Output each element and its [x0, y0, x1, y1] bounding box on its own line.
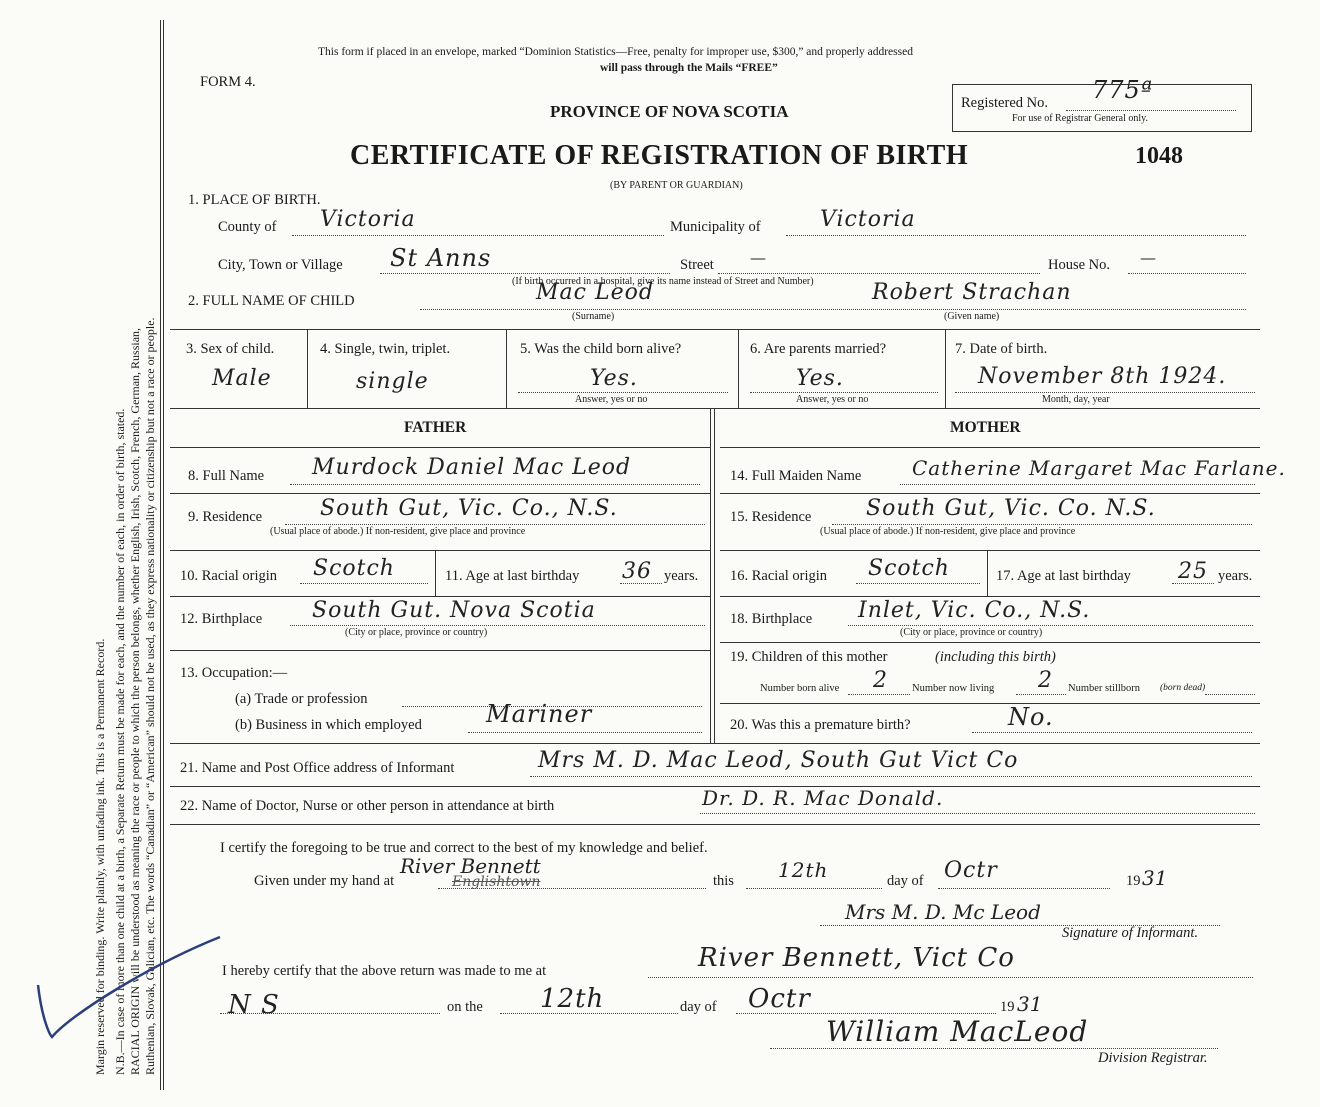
parents-divider [710, 408, 715, 743]
city-label: City, Town or Village [218, 257, 343, 273]
mother-heading: MOTHER [950, 419, 1021, 436]
county-value: Victoria [320, 207, 416, 232]
alive-label: 5. Was the child born alive? [520, 341, 682, 357]
registrar-day: 12th [540, 984, 605, 1014]
father-origin-value: Scotch [313, 556, 395, 581]
registrar-statement: I hereby certify that the above return was made to me at [222, 963, 547, 979]
dob-label: 7. Date of birth. [955, 341, 1048, 357]
racial-origin-note-1: RACIAL ORIGIN will be understood as meaning the race or people to which the person belongs, whether English, Irish, Scotch, French, German, Russian, [128, 327, 142, 1075]
registered-label: Registered No. [961, 95, 1048, 111]
father-residence-label: 9. Residence [188, 509, 263, 525]
mother-residence-label: 15. Residence [730, 509, 812, 525]
street-value: — [750, 248, 767, 267]
day-of-label: day of [887, 873, 924, 889]
married-value: Yes. [796, 366, 844, 391]
business-label: (b) Business in which employed [235, 717, 422, 733]
check-mark-icon [30, 925, 230, 1045]
father-birthplace-caption: (City or place, province or country) [345, 627, 488, 638]
given-place: River Bennett [400, 854, 541, 878]
occupation-value: Mariner [486, 700, 593, 728]
mother-age-label: 17. Age at last birthday [996, 568, 1131, 584]
child-surname: Mac Leod [536, 280, 654, 305]
house-value: — [1140, 248, 1157, 267]
page-title: CERTIFICATE OF REGISTRATION OF BIRTH [350, 140, 969, 171]
child-given-name: Robert Strachan [872, 280, 1072, 305]
registrar-place: River Bennett, Vict Co [698, 943, 1015, 973]
given-name-caption: (Given name) [944, 311, 1000, 322]
mother-residence-caption: (Usual place of abode.) If non-resident, give place and province [820, 526, 1076, 537]
father-heading: FATHER [404, 419, 467, 436]
father-birthplace-value: South Gut. Nova Scotia [312, 598, 596, 623]
stillborn-label: Number stillborn [1068, 683, 1141, 694]
plurality-value: single [356, 369, 429, 394]
informant-signature: Mrs M. D. Mc Leod [845, 900, 1041, 924]
surname-caption: (Surname) [572, 311, 615, 322]
margin-note: Margin reserved for binding. Write plainly, with unfading ink. This is a Permanent Record. [93, 638, 107, 1075]
county-label: County of [218, 219, 277, 235]
given-label: Given under my hand at [254, 873, 395, 889]
postal-notice: This form if placed in an envelope, marked “Dominion Statistics—Free, penalty for improper use, $300,” and properly addressed [318, 46, 913, 58]
father-age-value: 36 [622, 559, 652, 584]
given-day: 12th [778, 858, 829, 882]
mother-origin-label: 16. Racial origin [730, 568, 828, 584]
premature-label: 20. Was this a premature birth? [730, 717, 911, 733]
given-year: 31 [1142, 866, 1168, 890]
father-name-value: Murdock Daniel Mac Leod [312, 455, 632, 480]
father-residence-caption: (Usual place of abode.) If non-resident, give place and province [270, 526, 526, 537]
municipality-label: Municipality of [670, 219, 761, 235]
born-alive-value: 2 [873, 668, 888, 693]
hospital-note: (If birth occurred in a hospital, give its name instead of Street and Number) [512, 276, 814, 287]
registrar-year-prefix: 19 [1000, 999, 1015, 1015]
sex-value: Male [212, 366, 272, 391]
premature-value: No. [1008, 703, 1054, 731]
trade-label: (a) Trade or profession [235, 691, 368, 707]
mother-name-label: 14. Full Maiden Name [730, 468, 862, 484]
mother-birthplace-value: Inlet, Vic. Co., N.S. [858, 598, 1091, 623]
doctor-value: Dr. D. R. Mac Donald. [702, 786, 944, 810]
stillborn-note: (born dead) [1160, 683, 1206, 693]
registrar-day-of-label: day of [680, 999, 717, 1015]
this-label: this [713, 873, 734, 889]
mother-residence-value: South Gut, Vic. Co. N.S. [866, 496, 1156, 521]
alive-caption: Answer, yes or no [575, 394, 648, 405]
plurality-label: 4. Single, twin, triplet. [320, 341, 451, 357]
father-origin-label: 10. Racial origin [180, 568, 278, 584]
signature-caption: Signature of Informant. [1062, 925, 1199, 941]
child-name-label: 2. FULL NAME OF CHILD [188, 293, 355, 309]
registrar-signature: William MacLeod [826, 1015, 1089, 1048]
children-label: 19. Children of this mother [730, 649, 888, 665]
place-heading: 1. PLACE OF BIRTH. [188, 192, 321, 208]
living-value: 2 [1038, 668, 1053, 693]
mother-years: years. [1218, 568, 1253, 584]
alive-value: Yes. [590, 366, 638, 391]
father-residence-value: South Gut, Vic. Co., N.S. [320, 496, 618, 521]
informant-value: Mrs M. D. Mac Leod, South Gut Vict Co [538, 748, 1019, 773]
married-caption: Answer, yes or no [796, 394, 869, 405]
racial-origin-note-2: Ruthenian, Slovak, Galician, etc. The words “Canadian” or “American” should not be used, as they express nationality or citizenship but not a race or people. [143, 317, 157, 1075]
father-age-label: 11. Age at last birthday [445, 568, 580, 584]
mother-birthplace-caption: (City or place, province or country) [900, 627, 1043, 638]
mother-birthplace-label: 18. Birthplace [730, 611, 813, 627]
dob-value: November 8th 1924. [978, 364, 1227, 389]
children-note: (including this birth) [935, 649, 1056, 665]
occupation-label: 13. Occupation:— [180, 665, 288, 681]
street-label: Street [680, 257, 714, 273]
page-subtitle: (BY PARENT OR GUARDIAN) [610, 180, 743, 191]
father-name-label: 8. Full Name [188, 468, 265, 484]
registrar-month: Octr [748, 984, 811, 1014]
father-birthplace-label: 12. Birthplace [180, 611, 263, 627]
certify-statement: I certify the foregoing to be true and correct to the best of my knowledge and belief. [220, 840, 708, 856]
mother-origin-value: Scotch [868, 556, 950, 581]
city-value: St Anns [390, 244, 492, 272]
municipality-value: Victoria [820, 207, 916, 232]
given-place-crossed: Englishtown [452, 874, 541, 890]
on-the-label: on the [447, 999, 483, 1015]
mother-name-value: Catherine Margaret Mac Farlane. [912, 456, 1286, 480]
registrar-year: 31 [1017, 992, 1043, 1016]
province-title: PROVINCE OF NOVA SCOTIA [550, 102, 789, 121]
married-label: 6. Are parents married? [750, 341, 887, 357]
father-years: years. [664, 568, 699, 584]
registered-value: 775ª [1092, 76, 1154, 104]
registrar-use-note: For use of Registrar General only. [1012, 113, 1148, 124]
certificate-number: 1048 [1135, 143, 1183, 169]
division-registrar-caption: Division Registrar. [1098, 1050, 1208, 1066]
postal-notice-2: will pass through the Mails “FREE” [600, 62, 778, 74]
registrar-place-2: N S [228, 990, 280, 1020]
informant-label: 21. Name and Post Office address of Informant [180, 760, 455, 776]
doctor-label: 22. Name of Doctor, Nurse or other person in attendance at birth [180, 798, 555, 814]
dob-caption: Month, day, year [1042, 394, 1110, 405]
form-number: FORM 4. [200, 74, 256, 90]
house-label: House No. [1048, 257, 1111, 273]
given-year-prefix: 19 [1126, 873, 1141, 889]
sex-label: 3. Sex of child. [186, 341, 275, 357]
living-label: Number now living [912, 683, 995, 694]
born-alive-label: Number born alive [760, 683, 840, 694]
given-month: Octr [944, 858, 998, 883]
mother-age-value: 25 [1178, 559, 1208, 584]
twins-note: N.B.—In case of more than one child at a birth, a Separate Return must be made for each, and the number of each, in order of birth, stated. [113, 408, 127, 1075]
